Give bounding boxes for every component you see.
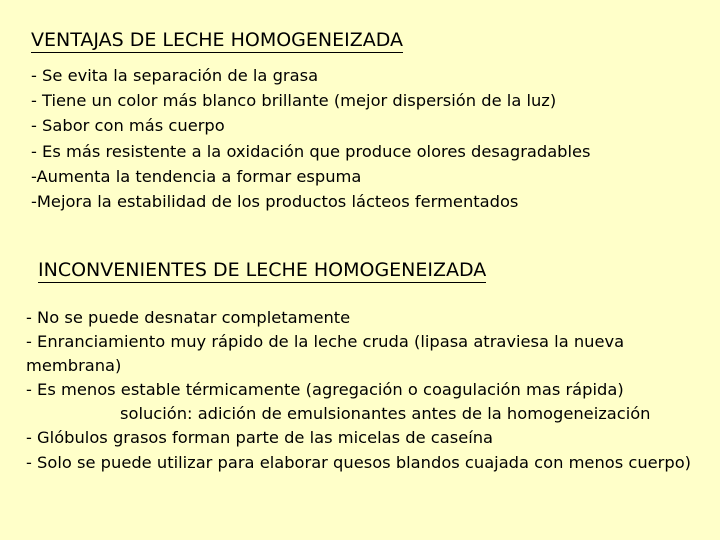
disadvantage-item: - Solo se puede utilizar para elaborar quesos blandos cuajada con menos cuerpo) xyxy=(26,452,692,472)
advantage-item: - Se evita la separación de la grasa xyxy=(31,66,319,85)
disadvantages-heading xyxy=(38,258,486,282)
disadvantage-item: - Enranciamiento muy rápido de la leche cruda (lipasa atraviesa la nueva membrana) xyxy=(26,332,625,376)
disadvantage-item: - No se puede desnatar completamente xyxy=(26,308,351,327)
disadvantage-item: - Es menos estable térmicamente (agregación o coagulación mas rápida) xyxy=(26,380,624,400)
advantage-item: - Sabor con más cuerpo xyxy=(31,116,225,136)
advantages-heading xyxy=(31,28,403,52)
disadvantage-item: - Glóbulos grasos forman parte de las micelas de caseína xyxy=(26,428,494,448)
disadvantages-list xyxy=(26,306,706,475)
advantage-item: -Mejora la estabilidad de los productos lácteos fermentados xyxy=(31,192,519,212)
advantages-title: VENTAJAS DE LECHE HOMOGENEIZADA xyxy=(31,29,404,51)
disadvantages-title: INCONVENIENTES DE LECHE HOMOGENEIZADA xyxy=(38,259,487,281)
advantage-item: - Es más resistente a la oxidación que produce olores desagradables xyxy=(31,141,591,161)
advantage-item: - Tiene un color más blanco brillante (mejor dispersión de la luz) xyxy=(31,91,557,111)
disadvantage-solution-note: solución: adición de emulsionantes antes de la homogeneización xyxy=(120,404,651,424)
advantages-list xyxy=(31,63,591,214)
advantage-item: -Aumenta la tendencia a formar espuma xyxy=(31,166,362,186)
